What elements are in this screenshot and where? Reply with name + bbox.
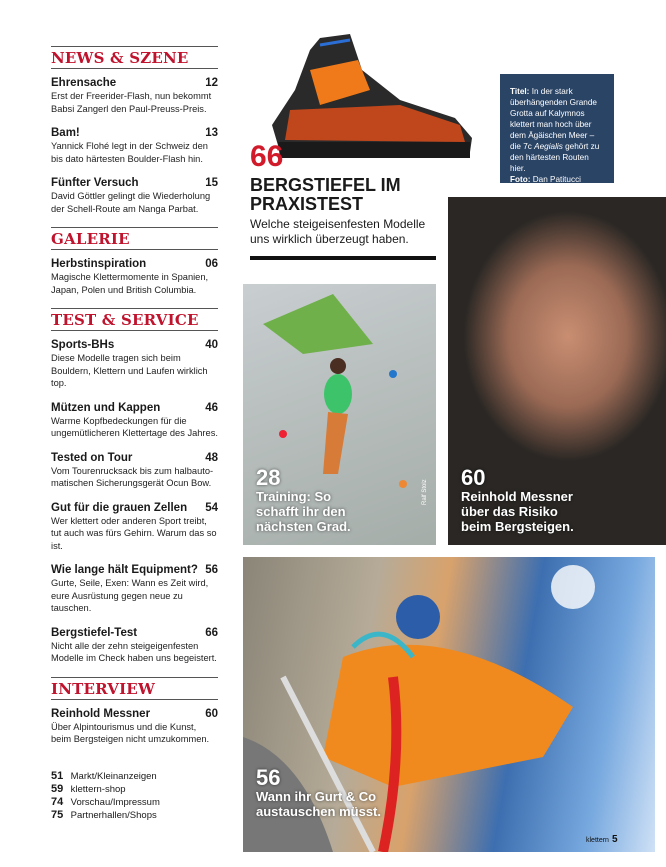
- feature-page-number[interactable]: 66: [250, 140, 284, 173]
- entry-page: 60: [205, 707, 218, 720]
- caption-title-label: Titel:: [510, 87, 530, 96]
- entry-description: David Göttler gelingt die Wiederholung der Schell-Route am Nanga Parbat.: [51, 191, 211, 214]
- teaser-number: 56: [256, 765, 281, 790]
- extras-label: Vorschau/Impressum: [70, 797, 160, 808]
- entry-description: Vom Tourenrucksack bis zum halbauto-matischen Sicherungsgerät Ocun Bow.: [51, 465, 214, 488]
- climbing-gear-photo[interactable]: [243, 557, 655, 852]
- extras-item[interactable]: [51, 796, 160, 809]
- entry-description: Diese Modelle tragen sich beim Bouldern, Klettern und Laufen wirklich top.: [51, 353, 208, 388]
- entry-description: Warme Kopfbedeckungen für die ungemütlicheren Klettertage des Jahres.: [51, 415, 218, 438]
- photo-credit: Ralf Stolz: [422, 479, 428, 505]
- teaser-gear: [256, 767, 386, 819]
- extras-page: 59: [51, 783, 64, 795]
- toc-entry[interactable]: [51, 627, 218, 665]
- entry-page: 66: [205, 626, 218, 639]
- toc-entry[interactable]: [51, 564, 218, 615]
- entry-title[interactable]: Fünfter Versuch: [51, 177, 139, 189]
- teaser-text: Wann ihr Gurt & Co austauschen müsst.: [256, 789, 381, 819]
- entry-page: 12: [205, 77, 218, 89]
- section-heading: INTERVIEW: [51, 677, 218, 700]
- caption-route: Aegialis: [534, 142, 563, 151]
- extras-page: 74: [51, 796, 64, 808]
- mountain-boot-image: [250, 30, 478, 173]
- caption-text: In der stark überhängenden Grande Grotta auf Kalymnos klettert man hoch über dem Ägäischen Meer – die 7c: [510, 87, 597, 151]
- extras-item[interactable]: [51, 770, 160, 783]
- page-number: 5: [611, 834, 618, 845]
- toc-entry[interactable]: [51, 708, 218, 746]
- entry-page: 15: [205, 177, 218, 189]
- teaser-number: 60: [461, 465, 486, 490]
- teaser-number: 28: [256, 465, 281, 490]
- feature-title[interactable]: BERGSTIEFEL IM PRAXISTEST: [250, 175, 401, 214]
- toc-entry[interactable]: [51, 177, 218, 215]
- entry-page: 13: [205, 127, 218, 139]
- teaser-messner: [461, 467, 586, 534]
- boot-photo: [250, 30, 478, 173]
- extras-page: 75: [51, 809, 64, 821]
- teaser-text: Training: So schafft ihr den nächsten Grad.: [256, 489, 351, 534]
- entry-page: 40: [205, 339, 218, 351]
- toc-entry[interactable]: [51, 127, 218, 165]
- extras-label: Markt/Kleinanzeigen: [70, 771, 157, 782]
- caption-photographer: Dan Patitucci: [532, 175, 581, 184]
- entry-page: 56: [205, 564, 218, 576]
- caption-photo-label: Foto:: [510, 175, 531, 184]
- entry-description: Erst der Freerider-Flash, nun bekommt Babsi Zangerl den Paul-Preuss-Preis.: [51, 91, 212, 114]
- caption-text-2: gehört zu den härtesten Routen hier.: [510, 142, 600, 173]
- extras-page: 51: [51, 770, 64, 782]
- entry-description: Yannick Flohé legt in der Schweiz den bis dato härtesten Boulder-Flash hin.: [51, 141, 208, 164]
- entry-title[interactable]: Reinhold Messner: [51, 707, 151, 720]
- entry-title[interactable]: Mützen und Kappen: [51, 401, 161, 414]
- extras-item[interactable]: [51, 809, 160, 822]
- toc-entry[interactable]: [51, 77, 218, 115]
- entry-title[interactable]: Bam!: [51, 127, 80, 139]
- entry-description: Wer klettert oder anderen Sport treibt, tut auch was fürs Gehirn. Warum das so ist.: [51, 515, 217, 551]
- feature-subtitle: Welche steigeisenfesten Modelle uns wirklich überzeugt haben.: [250, 217, 426, 246]
- toc-section: [51, 227, 218, 296]
- divider: [250, 256, 436, 260]
- entry-title[interactable]: Gut für die grauen Zellen: [51, 501, 188, 514]
- toc-section: [51, 677, 218, 746]
- entry-page: 06: [205, 258, 218, 270]
- entry-title[interactable]: Sports-BHs: [51, 339, 115, 351]
- entry-title[interactable]: Bergstiefel-Test: [51, 626, 138, 639]
- section-heading: GALERIE: [51, 227, 218, 250]
- toc-entry[interactable]: [51, 339, 218, 390]
- table-of-contents: [51, 46, 218, 758]
- entry-page: 54: [205, 501, 218, 514]
- toc-section: [51, 46, 218, 215]
- entry-description: Gurte, Seile, Exen: Wann es Zeit wird, eure Ausrüstung gegen neue zu tauschen.: [51, 578, 209, 613]
- section-heading: TEST & SERVICE: [51, 308, 218, 331]
- toc-section: [51, 308, 218, 665]
- toc-entry[interactable]: [51, 502, 218, 553]
- section-heading: NEWS & SZENE: [51, 46, 218, 69]
- entry-description: Nicht alle der zehn steigeigenfesten Modelle im Check haben uns begeistert.: [51, 640, 217, 663]
- entry-description: Magische Klettermomente in Spanien, Japan, Polen und British Columbia.: [51, 272, 209, 295]
- entry-description: Über Alpintourismus und die Kunst, beim Bergsteigen nicht umzukommen.: [51, 721, 210, 744]
- toc-entry[interactable]: [51, 402, 218, 440]
- climbing-gym-photo[interactable]: [243, 284, 436, 545]
- toc-entry[interactable]: [51, 258, 218, 296]
- entry-title[interactable]: Wie lange hält Equipment?: [51, 564, 198, 576]
- page-folio: [586, 834, 618, 845]
- cover-caption: [500, 74, 614, 183]
- extras-label: Partnerhallen/Shops: [70, 810, 157, 821]
- entry-page: 48: [205, 451, 218, 464]
- entry-title[interactable]: Tested on Tour: [51, 451, 133, 464]
- entry-title[interactable]: Herbstinspiration: [51, 258, 147, 270]
- teaser-text: Reinhold Messner über das Risiko beim Bergsteigen.: [461, 489, 574, 534]
- entry-title[interactable]: Ehrensache: [51, 77, 117, 89]
- magazine-name: klettern: [586, 837, 609, 844]
- teaser-gym: [256, 467, 366, 534]
- extras-item[interactable]: [51, 783, 160, 796]
- toc-entry[interactable]: [51, 452, 218, 490]
- extras-list: [51, 770, 160, 822]
- extras-label: klettern-shop: [70, 784, 126, 795]
- entry-page: 46: [205, 401, 218, 414]
- messner-portrait-photo[interactable]: [448, 197, 666, 545]
